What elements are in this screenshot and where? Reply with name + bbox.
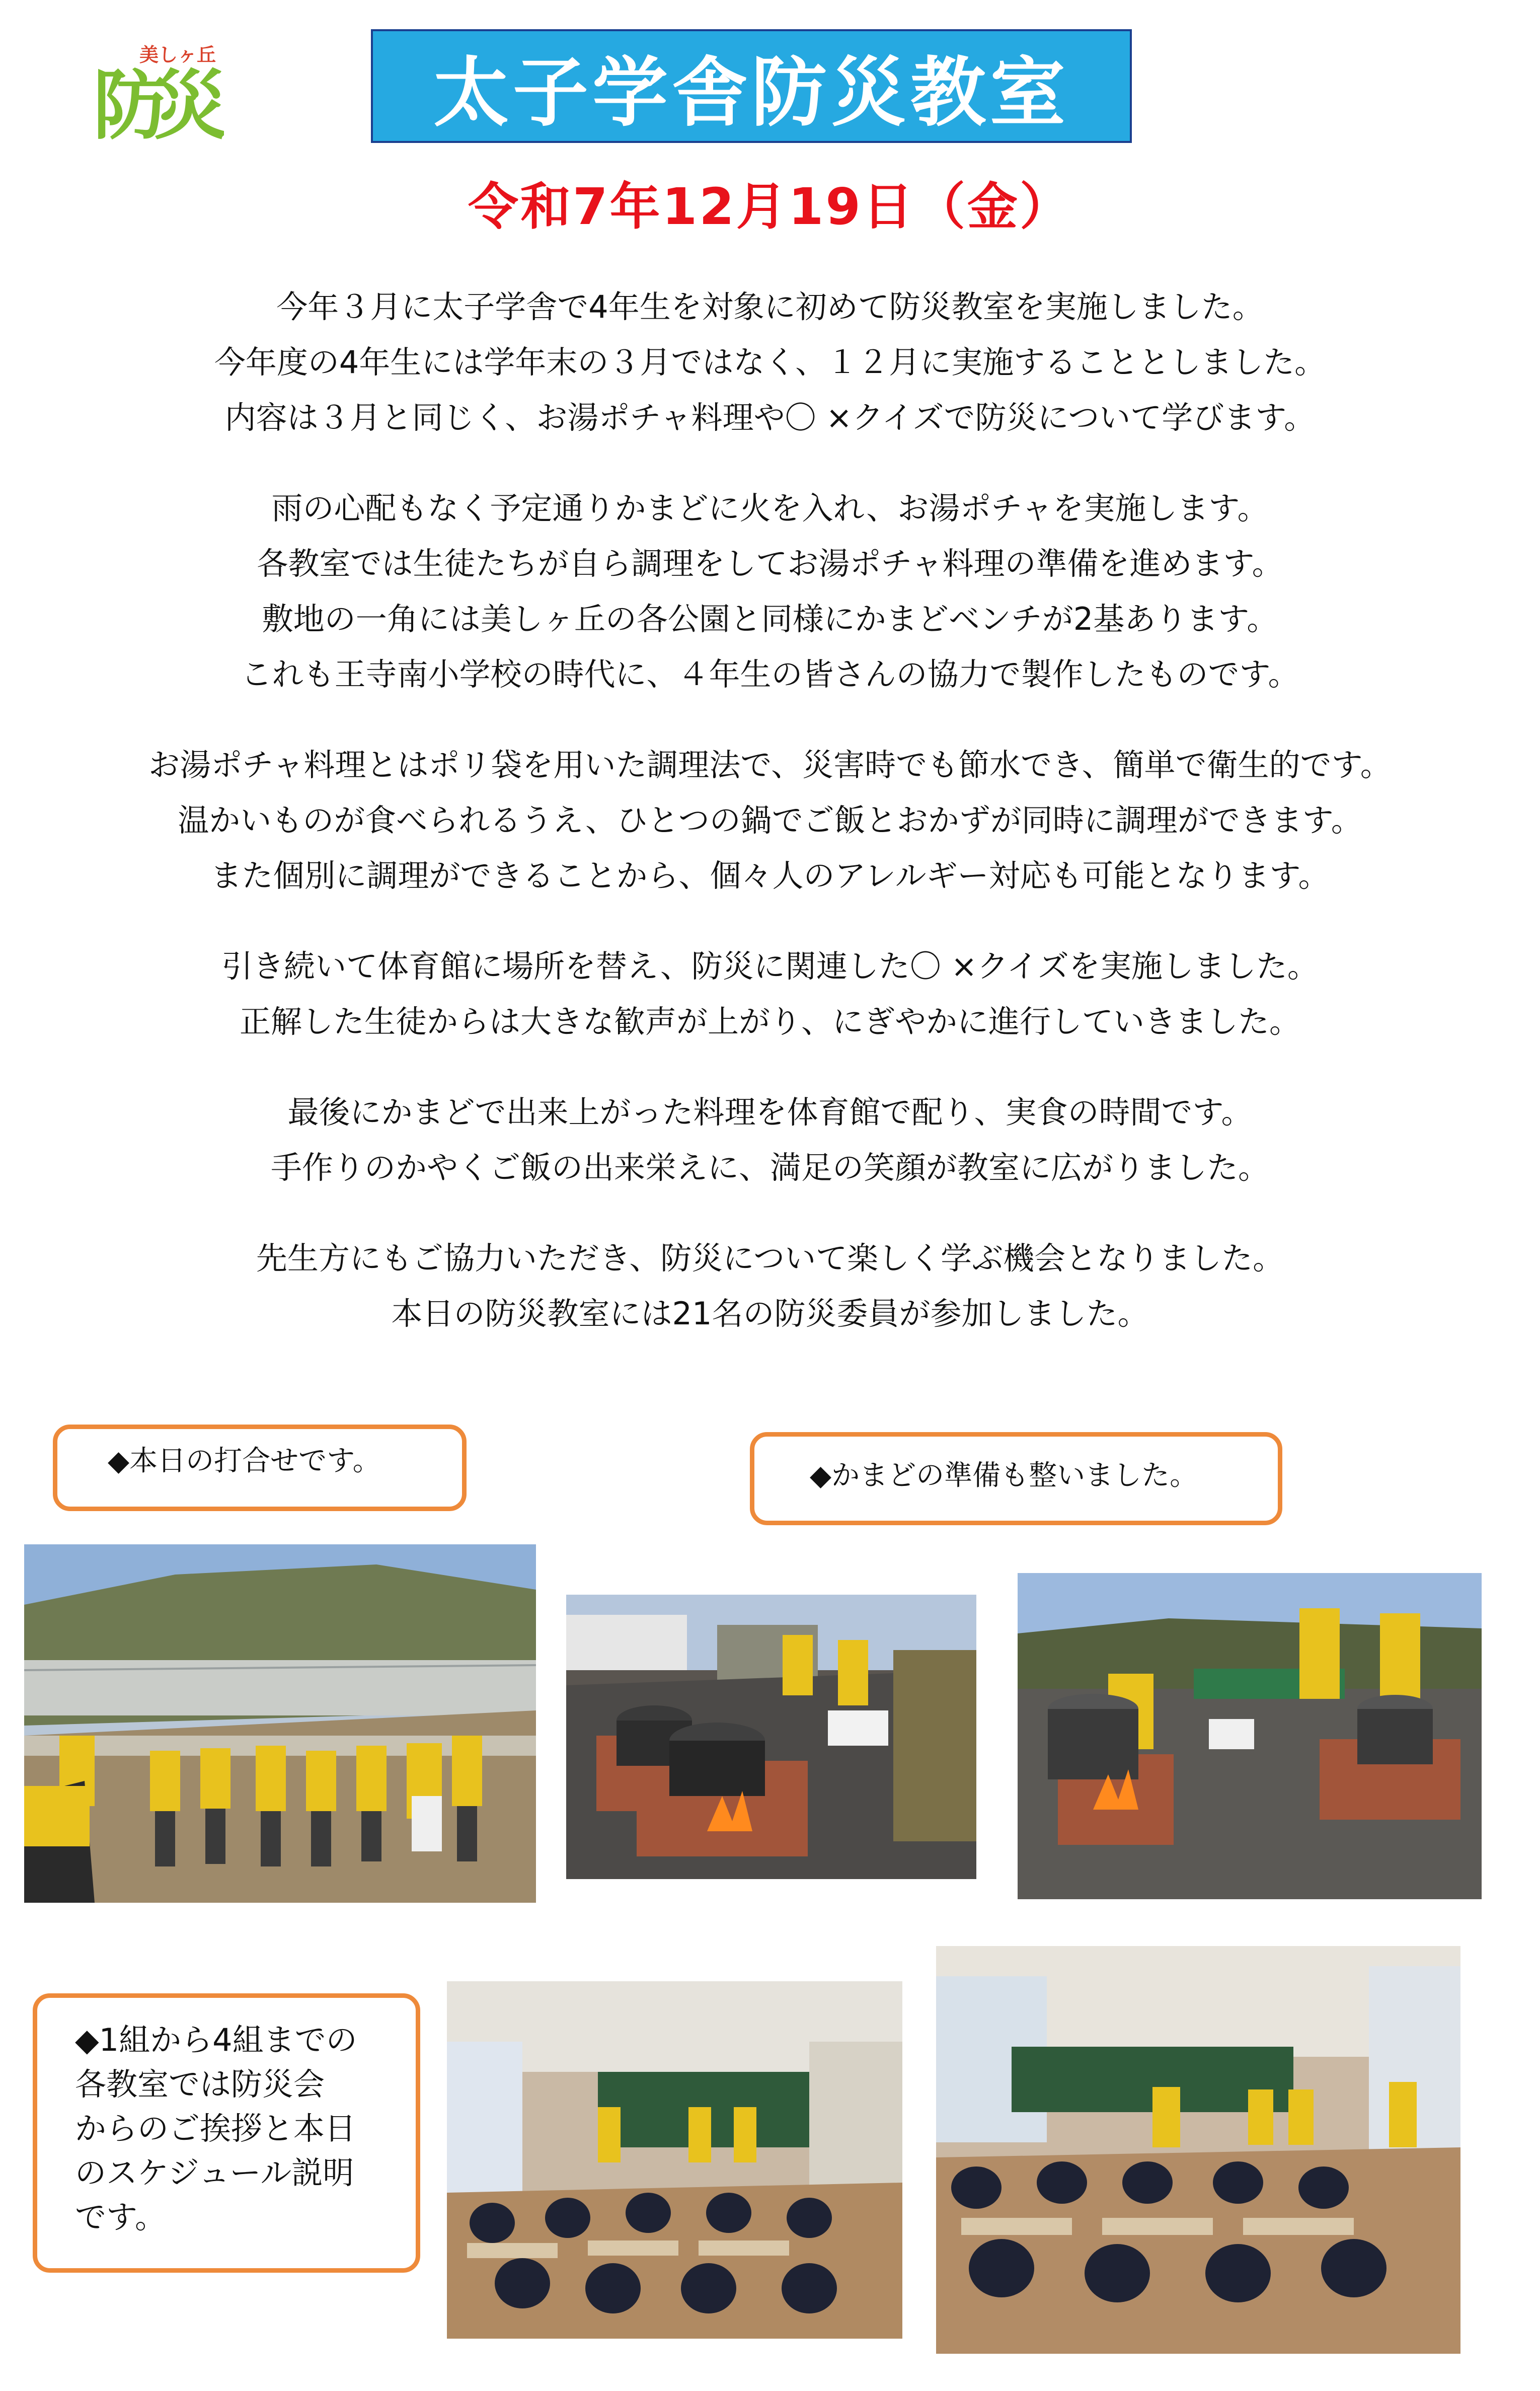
photo-outdoor-meeting <box>24 1544 536 1903</box>
page-title: 太子学舎防災教室 <box>433 49 1069 137</box>
text-line: 敷地の一角には美しヶ丘の各公園と同様にかまどベンチが2基あります。 <box>262 601 1278 637</box>
article-body <box>30 279 1510 1377</box>
paragraph <box>30 939 1510 1050</box>
text-line: 引き続いて体育館に場所を替え、防災に関連した〇 ×クイズを実施しました。 <box>221 948 1319 985</box>
photo-kamado-fire-1 <box>566 1595 976 1879</box>
event-date: 令和7年12月19日（金） <box>468 177 1072 236</box>
text-line: 雨の心配もなく予定通りかまどに火を入れ、お湯ポチャを実施します。 <box>271 490 1269 527</box>
paragraph <box>30 279 1510 445</box>
text-line: 各教室では生徒たちが自ら調理をしてお湯ポチャ料理の準備を進めます。 <box>257 545 1283 582</box>
photo-kamado-fire-2 <box>1018 1573 1482 1899</box>
text-line: 正解した生徒からは大きな歓声が上がり、にぎやかに進行していきました。 <box>239 1003 1300 1040</box>
text-line: 内容は３月と同じく、お湯ポチャ料理や〇 ×クイズで防災について学びます。 <box>224 399 1316 436</box>
text-line: 最後にかまどで出来上がった料理を体育館で配り、実食の時間です。 <box>287 1094 1253 1131</box>
caption-meeting: ◆本日の打合せです。 <box>53 1425 467 1511</box>
paragraph <box>30 481 1510 702</box>
text-line: 今年３月に太子学舎で4年生を対象に初めて防災教室を実施しました。 <box>276 288 1264 325</box>
paragraph <box>30 737 1510 904</box>
caption-line: ◆1組から4組までの <box>75 2022 357 2058</box>
logo-small-text: 美しヶ丘 <box>139 44 216 66</box>
text-line: お湯ポチャ料理とはポリ袋を用いた調理法で、災害時でも節水でき、簡単で衛生的です。 <box>148 746 1392 783</box>
paragraph <box>30 1085 1510 1196</box>
text-line: また個別に調理ができることから、個々人のアレルギー対応も可能となります。 <box>210 857 1330 894</box>
caption-classroom <box>33 1993 420 2273</box>
logo-kanji-bou: 防 <box>93 62 169 147</box>
caption-line: のスケジュール説明 <box>75 2154 354 2191</box>
text-line: 温かいものが食べられるうえ、ひとつの鍋でご飯とおかずが同時に調理ができます。 <box>178 802 1362 839</box>
text-line: これも王寺南小学校の時代に、４年生の皆さんの協力で製作したものです。 <box>241 656 1299 693</box>
caption-line: です。 <box>75 2199 167 2235</box>
title-banner <box>371 29 1132 143</box>
text-line: 今年度の4年生には学年末の３月ではなく、１２月に実施することとしました。 <box>214 344 1326 381</box>
logo-kanji-sai: 災 <box>153 62 224 147</box>
caption-kamado: ◆かまどの準備も整いました。 <box>750 1432 1282 1525</box>
text-line: 手作りのかやくご飯の出来栄えに、満足の笑顔が教室に広がりました。 <box>270 1149 1269 1186</box>
caption-line: 各教室では防災会 <box>75 2066 325 2103</box>
photo-classroom-1 <box>447 1981 902 2339</box>
photo-classroom-2 <box>936 1946 1460 2354</box>
text-line: 本日の防災教室には21名の防災委員が参加しました。 <box>391 1295 1149 1332</box>
logo <box>93 31 224 147</box>
text-line: 先生方にもご協力いただき、防災について楽しく学ぶ機会となりました。 <box>256 1240 1284 1277</box>
caption-line: からのご挨拶と本日 <box>75 2110 356 2147</box>
paragraph <box>30 1231 1510 1341</box>
